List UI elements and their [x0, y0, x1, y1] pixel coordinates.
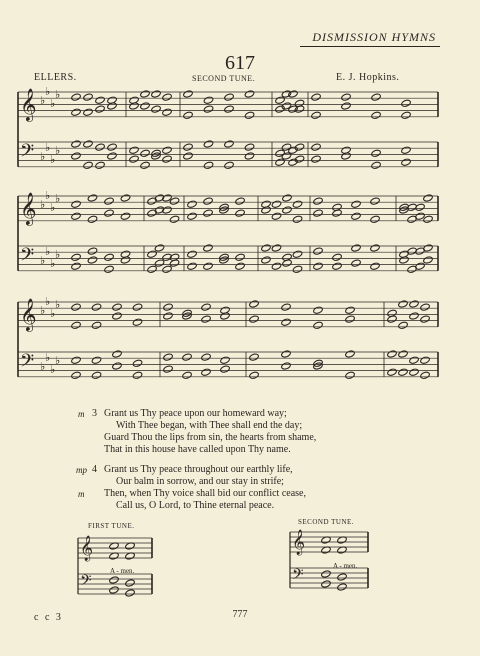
- flat-icon: ♭: [50, 154, 56, 166]
- note-head: [401, 111, 412, 119]
- note-head: [71, 212, 82, 220]
- note-head: [282, 206, 293, 214]
- flat-icon: ♭: [55, 355, 61, 367]
- note-head: [401, 99, 412, 107]
- note-head: [370, 262, 381, 270]
- note-head: [420, 356, 431, 364]
- verse-line: Guard Thou the lips from sin, the hearts from shame,: [104, 432, 317, 443]
- note-head: [321, 570, 332, 578]
- verse-line: With Thee began, with Thee shall end the day;: [116, 420, 303, 431]
- note-head: [345, 315, 356, 323]
- treble-clef-icon: 𝄞: [20, 192, 37, 225]
- note-head: [125, 579, 136, 587]
- note-head: [154, 244, 165, 252]
- note-head: [313, 321, 324, 329]
- note-head: [398, 368, 409, 376]
- note-head: [203, 262, 214, 270]
- note-head: [162, 155, 173, 163]
- flat-icon: ♭: [45, 246, 51, 258]
- note-head: [203, 161, 214, 169]
- note-head: [71, 303, 82, 311]
- flat-icon: ♭: [50, 308, 56, 320]
- note-head: [311, 155, 322, 163]
- note-head: [387, 350, 398, 358]
- note-head: [351, 244, 362, 252]
- dynamic-mark: m: [78, 409, 85, 419]
- note-head: [129, 155, 140, 163]
- note-head: [83, 93, 94, 101]
- note-head: [87, 256, 98, 264]
- treble-clef-icon: 𝄞: [20, 298, 37, 331]
- note-head: [112, 312, 123, 320]
- flat-icon: ♭: [55, 145, 61, 157]
- note-head: [420, 303, 431, 311]
- note-head: [345, 371, 356, 379]
- note-head: [95, 105, 106, 113]
- note-head: [71, 356, 82, 364]
- note-head: [71, 253, 82, 261]
- note-head: [187, 250, 198, 258]
- page-number: 777: [232, 609, 248, 620]
- note-head: [371, 111, 382, 119]
- note-head: [341, 102, 352, 110]
- note-head: [151, 90, 162, 98]
- verse-number: 4: [92, 464, 97, 475]
- note-head: [244, 90, 255, 98]
- note-head: [313, 262, 324, 270]
- note-head: [249, 371, 260, 379]
- flat-icon: ♭: [40, 305, 46, 317]
- bass-clef-icon: 𝄢: [80, 572, 92, 592]
- note-head: [220, 365, 231, 373]
- note-head: [187, 200, 198, 208]
- note-head: [201, 353, 212, 361]
- note-head: [163, 303, 174, 311]
- note-head: [140, 161, 151, 169]
- note-head: [183, 111, 194, 119]
- note-head: [104, 265, 115, 273]
- note-head: [292, 215, 303, 223]
- note-head: [71, 93, 82, 101]
- note-head: [249, 353, 260, 361]
- verse-line: Grant us Thy peace throughout our earthly life,: [104, 464, 293, 475]
- note-head: [203, 105, 214, 113]
- note-head: [163, 353, 174, 361]
- bass-clef-icon: 𝄢: [292, 566, 304, 586]
- note-head: [140, 90, 151, 98]
- note-head: [220, 356, 231, 364]
- note-head: [125, 589, 136, 597]
- note-head: [140, 102, 151, 110]
- note-head: [203, 244, 214, 252]
- note-head: [281, 303, 292, 311]
- note-head: [271, 244, 282, 252]
- note-head: [95, 161, 106, 169]
- note-head: [71, 371, 82, 379]
- note-head: [182, 353, 193, 361]
- first-tune-label: FIRST TUNE.: [88, 522, 135, 530]
- note-head: [281, 318, 292, 326]
- note-head: [423, 256, 434, 264]
- composer: E. J. Hopkins.: [336, 72, 400, 83]
- note-head: [162, 265, 173, 273]
- running-head: DISMISSION HYMNS: [312, 30, 436, 44]
- flat-icon: ♭: [45, 352, 51, 364]
- note-head: [162, 93, 173, 101]
- note-head: [201, 368, 212, 376]
- note-head: [71, 108, 82, 116]
- note-head: [423, 244, 434, 252]
- note-head: [140, 149, 151, 157]
- note-head: [244, 111, 255, 119]
- note-head: [112, 350, 123, 358]
- flat-icon: ♭: [40, 151, 46, 163]
- note-head: [109, 586, 120, 594]
- note-head: [87, 194, 98, 202]
- hymn-number: 617: [225, 52, 255, 74]
- note-head: [71, 152, 82, 160]
- note-head: [91, 371, 102, 379]
- note-head: [370, 197, 381, 205]
- note-head: [332, 253, 343, 261]
- amen-lyric: A - men.: [110, 567, 135, 575]
- note-head: [341, 93, 352, 101]
- verse-line: Call us, O Lord, to Thine eternal peace.: [116, 500, 275, 511]
- tune-name: ELLERS.: [34, 72, 77, 83]
- flat-icon: ♭: [50, 258, 56, 270]
- note-head: [163, 312, 174, 320]
- note-head: [182, 371, 193, 379]
- note-head: [282, 194, 293, 202]
- note-head: [107, 143, 118, 151]
- flat-icon: ♭: [55, 193, 61, 205]
- note-head: [271, 200, 282, 208]
- note-head: [321, 580, 332, 588]
- note-head: [95, 96, 106, 104]
- note-head: [203, 140, 214, 148]
- bass-clef-icon: 𝄢: [20, 141, 35, 166]
- note-head: [147, 250, 158, 258]
- flat-icon: ♭: [50, 98, 56, 110]
- note-head: [163, 365, 174, 373]
- note-head: [224, 93, 235, 101]
- note-head: [83, 161, 94, 169]
- note-head: [87, 215, 98, 223]
- flat-icon: ♭: [45, 86, 51, 98]
- note-head: [107, 152, 118, 160]
- note-head: [187, 212, 198, 220]
- note-head: [423, 194, 434, 202]
- note-head: [311, 111, 322, 119]
- note-head: [371, 93, 382, 101]
- note-head: [169, 215, 180, 223]
- note-head: [203, 96, 214, 104]
- note-head: [83, 140, 94, 148]
- verse-line: Then, when Thy voice shall bid our conflict cease,: [104, 488, 306, 499]
- note-head: [235, 262, 246, 270]
- flat-icon: ♭: [55, 89, 61, 101]
- treble-clef-icon: 𝄞: [80, 535, 94, 560]
- note-head: [112, 303, 123, 311]
- note-head: [313, 209, 324, 217]
- note-head: [91, 303, 102, 311]
- treble-clef-icon: 𝄞: [292, 529, 306, 554]
- second-tune-label: SECOND TUNE.: [298, 518, 355, 526]
- note-head: [313, 306, 324, 314]
- note-head: [162, 108, 173, 116]
- note-head: [244, 143, 255, 151]
- note-head: [345, 306, 356, 314]
- note-head: [249, 300, 260, 308]
- note-head: [351, 259, 362, 267]
- verse-line: Grant us Thy peace upon our homeward way;: [104, 408, 287, 419]
- note-head: [91, 321, 102, 329]
- note-head: [203, 197, 214, 205]
- note-head: [224, 105, 235, 113]
- note-head: [371, 161, 382, 169]
- flat-icon: ♭: [55, 299, 61, 311]
- note-head: [351, 212, 362, 220]
- dynamic-mark: mp: [76, 465, 87, 475]
- note-head: [104, 209, 115, 217]
- flat-icon: ♭: [50, 202, 56, 214]
- dynamic-mark: m: [78, 489, 85, 499]
- bass-clef-icon: 𝄢: [20, 351, 35, 376]
- note-head: [224, 161, 235, 169]
- signature-mark: c c 3: [34, 612, 63, 623]
- note-head: [415, 262, 426, 270]
- flat-icon: ♭: [45, 142, 51, 154]
- note-head: [409, 368, 420, 376]
- flat-icon: ♭: [50, 364, 56, 376]
- note-head: [201, 303, 212, 311]
- note-head: [292, 250, 303, 258]
- note-head: [351, 200, 362, 208]
- note-head: [398, 321, 409, 329]
- note-head: [420, 315, 431, 323]
- note-head: [311, 143, 322, 151]
- note-head: [261, 244, 272, 252]
- note-head: [187, 262, 198, 270]
- note-head: [71, 262, 82, 270]
- note-head: [271, 212, 282, 220]
- note-head: [249, 315, 260, 323]
- note-head: [420, 371, 431, 379]
- note-head: [132, 318, 143, 326]
- note-head: [337, 583, 348, 591]
- note-head: [271, 262, 282, 270]
- flat-icon: ♭: [40, 199, 46, 211]
- note-head: [104, 253, 115, 261]
- note-head: [183, 90, 194, 98]
- note-head: [313, 247, 324, 255]
- note-head: [409, 356, 420, 364]
- amen-lyric: A - men.: [333, 562, 358, 570]
- flat-icon: ♭: [40, 95, 46, 107]
- bass-clef-icon: 𝄢: [20, 245, 35, 270]
- flat-icon: ♭: [45, 296, 51, 308]
- note-head: [95, 143, 106, 151]
- note-head: [203, 209, 214, 217]
- note-head: [292, 265, 303, 273]
- note-head: [345, 350, 356, 358]
- note-head: [83, 108, 94, 116]
- note-head: [120, 194, 131, 202]
- note-head: [132, 303, 143, 311]
- note-head: [337, 573, 348, 581]
- note-head: [71, 200, 82, 208]
- tune-label: SECOND TUNE.: [192, 74, 256, 83]
- note-head: [151, 105, 162, 113]
- note-head: [132, 371, 143, 379]
- note-head: [87, 247, 98, 255]
- note-head: [91, 356, 102, 364]
- note-head: [109, 576, 120, 584]
- note-head: [244, 152, 255, 160]
- note-head: [398, 350, 409, 358]
- treble-clef-icon: 𝄞: [20, 88, 37, 121]
- note-head: [183, 152, 194, 160]
- note-head: [292, 200, 303, 208]
- verse-line: Our balm in sorrow, and our stay in strife;: [116, 476, 284, 487]
- note-head: [162, 146, 173, 154]
- note-head: [201, 315, 212, 323]
- note-head: [387, 368, 398, 376]
- flat-icon: ♭: [40, 361, 46, 373]
- note-head: [370, 244, 381, 252]
- note-head: [401, 158, 412, 166]
- note-head: [71, 321, 82, 329]
- flat-icon: ♭: [45, 190, 51, 202]
- note-head: [183, 143, 194, 151]
- verse-line: That in this house have called upon Thy name.: [104, 444, 291, 455]
- flat-icon: ♭: [55, 249, 61, 261]
- note-head: [147, 265, 158, 273]
- note-head: [401, 146, 412, 154]
- note-head: [112, 362, 123, 370]
- note-head: [311, 93, 322, 101]
- note-head: [398, 300, 409, 308]
- note-head: [261, 256, 272, 264]
- note-head: [281, 143, 292, 151]
- note-head: [120, 212, 131, 220]
- note-head: [370, 215, 381, 223]
- note-head: [235, 253, 246, 261]
- amen-score: [0, 526, 480, 616]
- note-head: [104, 197, 115, 205]
- note-head: [332, 262, 343, 270]
- note-head: [313, 197, 324, 205]
- note-head: [371, 149, 382, 157]
- flat-icon: ♭: [40, 255, 46, 267]
- note-head: [129, 146, 140, 154]
- verse-number: 3: [92, 408, 97, 419]
- note-head: [409, 300, 420, 308]
- note-head: [71, 140, 82, 148]
- note-head: [235, 209, 246, 217]
- note-head: [235, 197, 246, 205]
- note-head: [281, 350, 292, 358]
- note-head: [409, 312, 420, 320]
- note-head: [224, 140, 235, 148]
- note-head: [132, 359, 143, 367]
- note-head: [281, 362, 292, 370]
